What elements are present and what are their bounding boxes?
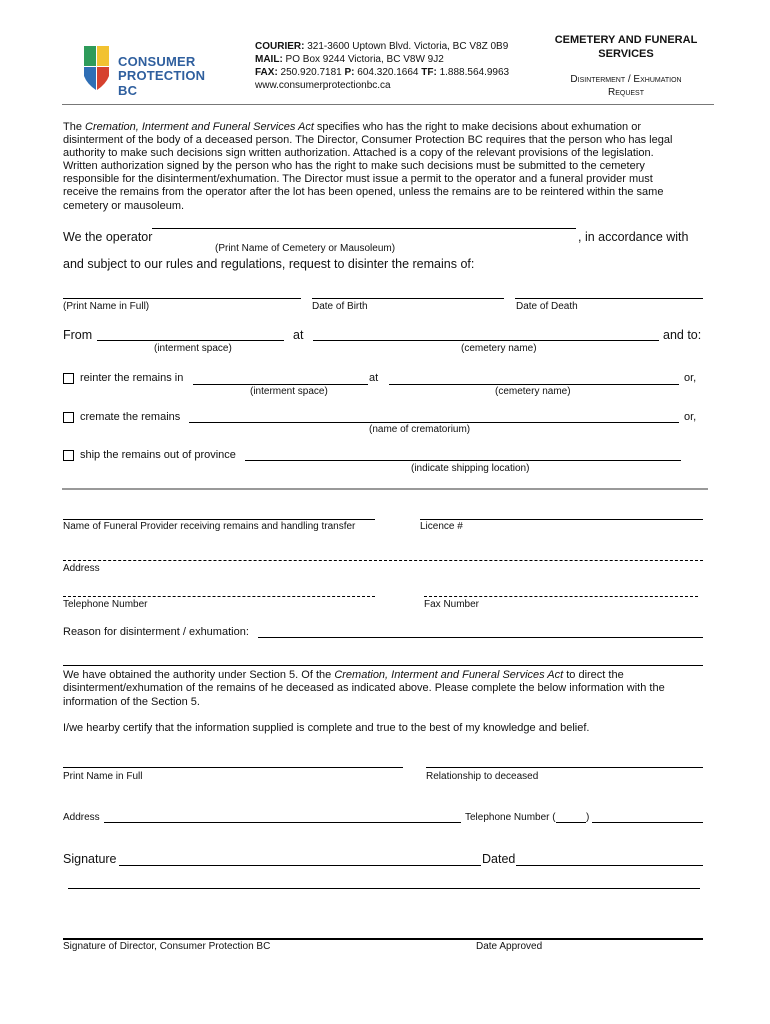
from-interment-field[interactable]	[97, 340, 284, 341]
ship-option[interactable]: ship the remains out of province	[63, 449, 236, 461]
shield-logo-icon	[84, 46, 110, 90]
reason-field-line1[interactable]	[258, 637, 703, 638]
signature-field[interactable]	[119, 865, 481, 866]
signer-area-code-field[interactable]	[556, 822, 586, 823]
logo	[84, 46, 214, 98]
reinter-space-caption: (interment space)	[250, 386, 328, 397]
date-approved-caption: Date Approved	[476, 941, 543, 952]
provider-address-caption: Address	[63, 563, 100, 574]
relationship-caption: Relationship to deceased	[426, 771, 539, 782]
reinter-option[interactable]: reinter the remains in	[63, 372, 183, 384]
contact-website[interactable]: www.consumerprotectionbc.ca	[255, 80, 391, 91]
dated-field[interactable]	[516, 865, 703, 866]
provider-telephone-caption: Telephone Number	[63, 599, 148, 610]
operator-suffix: , in accordance with	[578, 230, 689, 244]
contact-fax-phone: FAX: 250.920.7181 P: 604.320.1664 TF: 1.888.564.9963	[255, 67, 510, 78]
cremate-option[interactable]: cremate the remains	[63, 411, 180, 423]
signer-name-caption: Print Name in Full	[63, 771, 143, 782]
contact-mail: MAIL: PO Box 9244 Victoria, BC V8W 9J2	[255, 54, 444, 65]
relationship-field[interactable]	[426, 767, 703, 768]
from-cemetery-field[interactable]	[313, 340, 659, 341]
ship-checkbox[interactable]	[63, 450, 74, 461]
director-signature-caption: Signature of Director, Consumer Protection BC	[63, 941, 271, 952]
deceased-name-field[interactable]	[63, 298, 301, 299]
provider-fax-caption: Fax Number	[424, 599, 480, 610]
reason-label: Reason for disinterment / exhumation:	[63, 626, 249, 638]
provider-telephone-field[interactable]	[63, 596, 375, 597]
provider-fax-field[interactable]	[424, 596, 698, 597]
signer-name-field[interactable]	[63, 767, 403, 768]
authority-paragraph: We have obtained the authority under Section 5. Of the Cremation, Interment and Funeral Services Act to direct the disinterment/exhumation of the remains of he deceased as indicated above. Please complete the below information with the information of the Section 5.	[63, 669, 665, 708]
cremate-checkbox[interactable]	[63, 412, 74, 423]
crematorium-caption: (name of crematorium)	[369, 424, 471, 435]
operator-line2: and subject to our rules and regulations, request to disinter the remains of:	[63, 257, 475, 271]
dob-caption: Date of Birth	[312, 301, 368, 312]
funeral-provider-field[interactable]	[63, 519, 375, 520]
reason-field-line2[interactable]	[63, 665, 703, 666]
operator-name-field[interactable]	[152, 228, 576, 229]
shipping-location-caption: (indicate shipping location)	[411, 463, 530, 474]
contact-block	[255, 40, 509, 92]
and-to-label: and to:	[663, 328, 702, 342]
from-at-label: at	[293, 328, 304, 342]
dod-field[interactable]	[515, 298, 703, 299]
signer-telephone-close: )	[586, 812, 590, 823]
reinter-cemetery-field[interactable]	[389, 384, 679, 385]
director-signature-field[interactable]	[63, 938, 703, 940]
reinter-space-field[interactable]	[193, 384, 368, 385]
from-cemetery-caption: (cemetery name)	[461, 343, 537, 354]
header-divider	[62, 104, 714, 105]
reinter-or-label: or,	[684, 372, 697, 384]
funeral-provider-caption: Name of Funeral Provider receiving remains and handling transfer	[63, 521, 356, 532]
operator-caption: (Print Name of Cemetery or Mausoleum)	[215, 243, 396, 254]
crematorium-field[interactable]	[189, 422, 679, 423]
cremate-or-label: or,	[684, 411, 697, 423]
reinter-at-label: at	[369, 372, 379, 384]
certification-statement: I/we hearby certify that the information supplied is complete and true to the best of my knowledge and belief.	[63, 722, 590, 734]
signer-address-label: Address	[63, 812, 100, 823]
section-divider	[62, 488, 708, 490]
reinter-cemetery-caption: (cemetery name)	[495, 386, 571, 397]
reinter-checkbox[interactable]	[63, 373, 74, 384]
subtitle-line2: Request	[607, 87, 644, 98]
dob-field[interactable]	[312, 298, 504, 299]
logo-text-line1: CONSUMER	[118, 54, 196, 69]
dated-label: Dated	[482, 852, 516, 866]
signature-label: Signature	[63, 852, 117, 866]
shipping-location-field[interactable]	[245, 460, 681, 461]
intro-paragraph: The Cremation, Interment and Funeral Services Act specifies who has the right to make decisions about exhumation or disinterment of the body of a deceased person. The Director, Consumer Protection BC requires that the person who has legal authority to make such decisions sign written authorization. Attached is a copy of the relevant provisions of the legislation. Written authorization signed by the person who has the right to make such decisions must be submitted to the cemetery responsible for the disinterment/exhumation. The Director must issue a permit to the operator and a funeral provider must receive the remains from the operator after the lot has been opened, unless the remains are to be reintered within the same cemetery or mausoleum.	[63, 121, 673, 212]
signer-telephone-field[interactable]	[592, 822, 703, 823]
licence-field[interactable]	[420, 519, 703, 520]
from-interment-caption: (interment space)	[154, 343, 232, 354]
separator-line	[68, 888, 700, 889]
dod-caption: Date of Death	[516, 301, 578, 312]
signer-telephone-label: Telephone Number (	[465, 812, 556, 823]
licence-caption: Licence #	[420, 521, 463, 532]
from-label: From	[63, 328, 93, 342]
deceased-name-caption: (Print Name in Full)	[63, 301, 150, 312]
title-line1: CEMETERY AND FUNERAL	[554, 34, 698, 46]
subtitle-line1: Disinterment / Exhumation	[570, 74, 682, 85]
contact-courier: COURIER: 321-3600 Uptown Blvd. Victoria, BC V8Z 0B9	[255, 41, 509, 52]
title-line2: SERVICES	[598, 48, 654, 60]
logo-text-line2: PROTECTION BC	[118, 68, 206, 98]
provider-address-field[interactable]	[63, 560, 703, 561]
signer-address-field[interactable]	[104, 822, 461, 823]
form-title	[540, 33, 712, 99]
operator-label: We the operator	[63, 230, 153, 244]
